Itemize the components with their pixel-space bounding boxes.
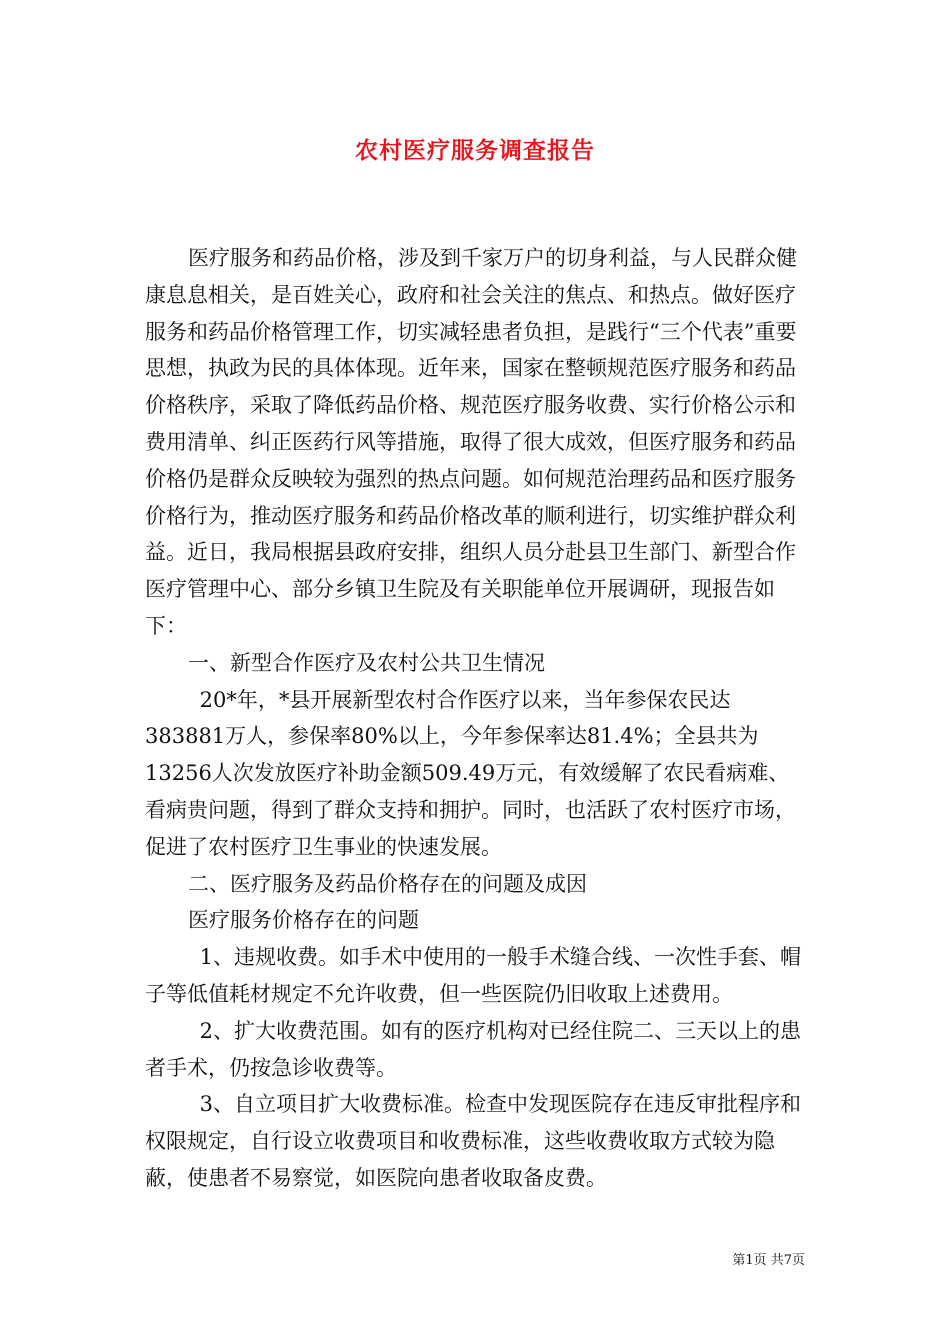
list-item-3: 3、自立项目扩大收费标准。检查中发现医院存在违反审批程序和权限规定，自行设立收费项目和收费标准，这些收费收取方式较为隐蔽，使患者不易察觉，如医院向患者收取备皮费。 <box>145 1092 801 1190</box>
paragraph-intro: 医疗服务和药品价格，涉及到千家万户的切身利益，与人民群众健康息息相关，是百姓关心，政府和社会关注的焦点、和热点。做好医疗服务和药品价格管理工作，切实减轻患者负担，是践行“三个代表”重要思想，执政为民的具体体现。近年来，国家在整顿规范医疗服务和药品价格秩序，采取了降低药品价格、规范医疗服务收费、实行价格公示和费用清单、纠正医药行风等措施，取得了很大成效，但医疗服务和药品价格仍是群众反映较为强烈的热点问题。如何规范治理药品和医疗服务价格行为，推动医疗服务和药品价格改革的顺利进行，切实维护群众利益。近日，我局根据县政府安排，组织人员分赴县卫生部门、新型合作医疗管理中心、部分乡镇卫生院及有关职能单位开展调研，现报告如下： <box>145 246 798 638</box>
list-item-1: 1、违规收费。如手术中使用的一般手术缝合线、一次性手套、帽子等低值耗材规定不允许收费，但一些医院仍旧收取上述费用。 <box>145 945 801 1006</box>
section-heading-2: 二、医疗服务及药品价格存在的问题及成因 <box>188 871 588 896</box>
section-heading-1: 一、新型合作医疗及农村公共卫生情况 <box>188 650 546 675</box>
page-number-footer: 第1页 共7页 <box>732 1253 805 1268</box>
document-title: 农村医疗服务调查报告 <box>355 137 595 164</box>
subsection-heading: 医疗服务价格存在的问题 <box>188 908 420 933</box>
list-item-2: 2、扩大收费范围。如有的医疗机构对已经住院二、三天以上的患者手术，仍按急诊收费等。 <box>145 1018 801 1080</box>
paragraph-section-1: 20*年，*县开展新型农村合作医疗以来，当年参保农民达383881万人，参保率80%以上，今年参保率达81.4%；全县共为13256人次发放医疗补助金额509.49万元，有效缓解了农民看病难、看病贵问题，得到了群众支持和拥护。同时，也活跃了农村医疗市场，促进了农村医疗卫生事业的快速发展。 <box>145 687 796 859</box>
document-body <box>145 240 807 1197</box>
